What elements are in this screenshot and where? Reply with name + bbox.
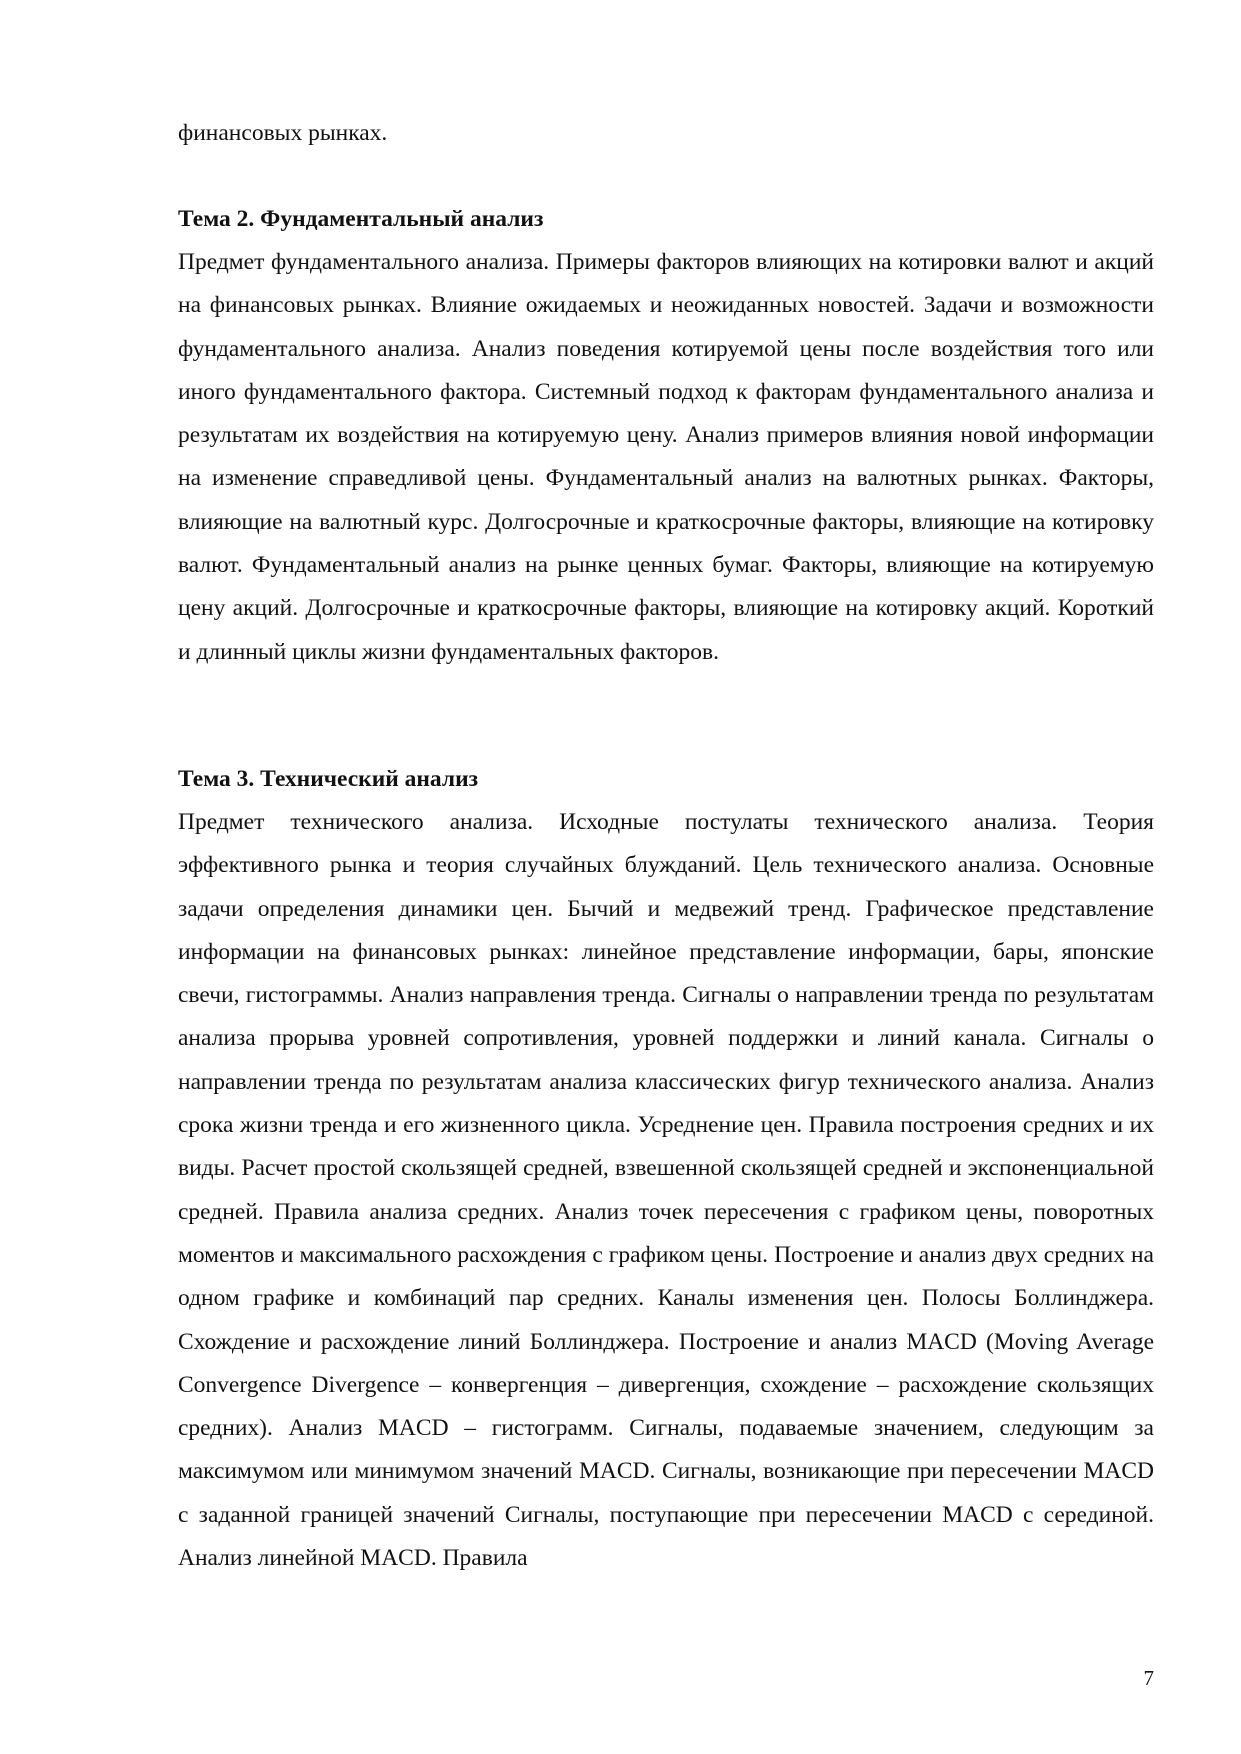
section-body-topic-2: Предмет фундаментального анализа. Примеры факторов влияющих на котировки валют и акций на финансовых рынках. Влияние ожидаемых и неожиданных новостей. Задачи и возможности фундаментального анализа. Анализ поведения котируемой цены после воздействия того или иного фундаментального фактора. Системный подход к факторам фундаментального анализа и результатам их воздействия на котируемую цену. Анализ примеров влияния новой информации на изменение справедливой цены. Фундаментальный анализ на валютных рынках. Факторы, влияющие на валютный курс. Долгосрочные и краткосрочные факторы, влияющие на котировку валют. Фундаментальный анализ на рынке ценных бумаг. Факторы, влияющие на котируемую цену акций. Долгосрочные и краткосрочные факторы, влияющие на котировку акций. Короткий и длинный циклы жизни фундаментальных факторов. [178, 249, 1154, 665]
page-number: 7 [1143, 1666, 1154, 1690]
section-body-topic-3: Предмет технического анализа. Исходные постулаты технического анализа. Теория эффективного рынка и теория случайных блужданий. Цель технического анализа. Основные задачи определения динамики цен. Бычий и медвежий тренд. Графическое представление информации на финансовых рынках: линейное представление информации, бары, японские свечи, гистограммы. Анализ направления тренда. Сигналы о направлении тренда по результатам анализа прорыва уровней сопротивления, уровней поддержки и линий канала. Сигналы о направлении тренда по результатам анализа классических фигур технического анализа. Анализ срока жизни тренда и его жизненного цикла. Усреднение цен. Правила построения средних и их виды. Расчет простой скользящей средней, взвешенной скользящей средней и экспоненциальной средней. Правила анализа средних. Анализ точек пересечения с графиком цены, поворотных моментов и максимального расхождения с графиком цены. Построение и анализ двух средних на одном графике и комбинаций пар средних. Каналы изменения цен. Полосы Боллинджера. Схождение и расхождение линий Боллинджера. Построение и анализ MACD (Moving Average Convergence Divergence – конвергенция – дивергенция, схождение – расхождение скользящих средних). Анализ MACD – гистограмм. Сигналы, подаваемые значением, следующим за максимумом или минимумом значений MACD. Сигналы, возникающие при пересечении MACD с заданной границей значений Сигналы, поступающие при пересечении MACD с серединой. Анализ линейной MACD. Правила [178, 809, 1154, 1572]
section-heading-topic-3: Тема 3. Технический анализ [178, 766, 479, 792]
continuation-paragraph: финансовых рынках. [178, 120, 388, 146]
section-heading-topic-2: Тема 2. Фундаментальный анализ [178, 206, 544, 232]
